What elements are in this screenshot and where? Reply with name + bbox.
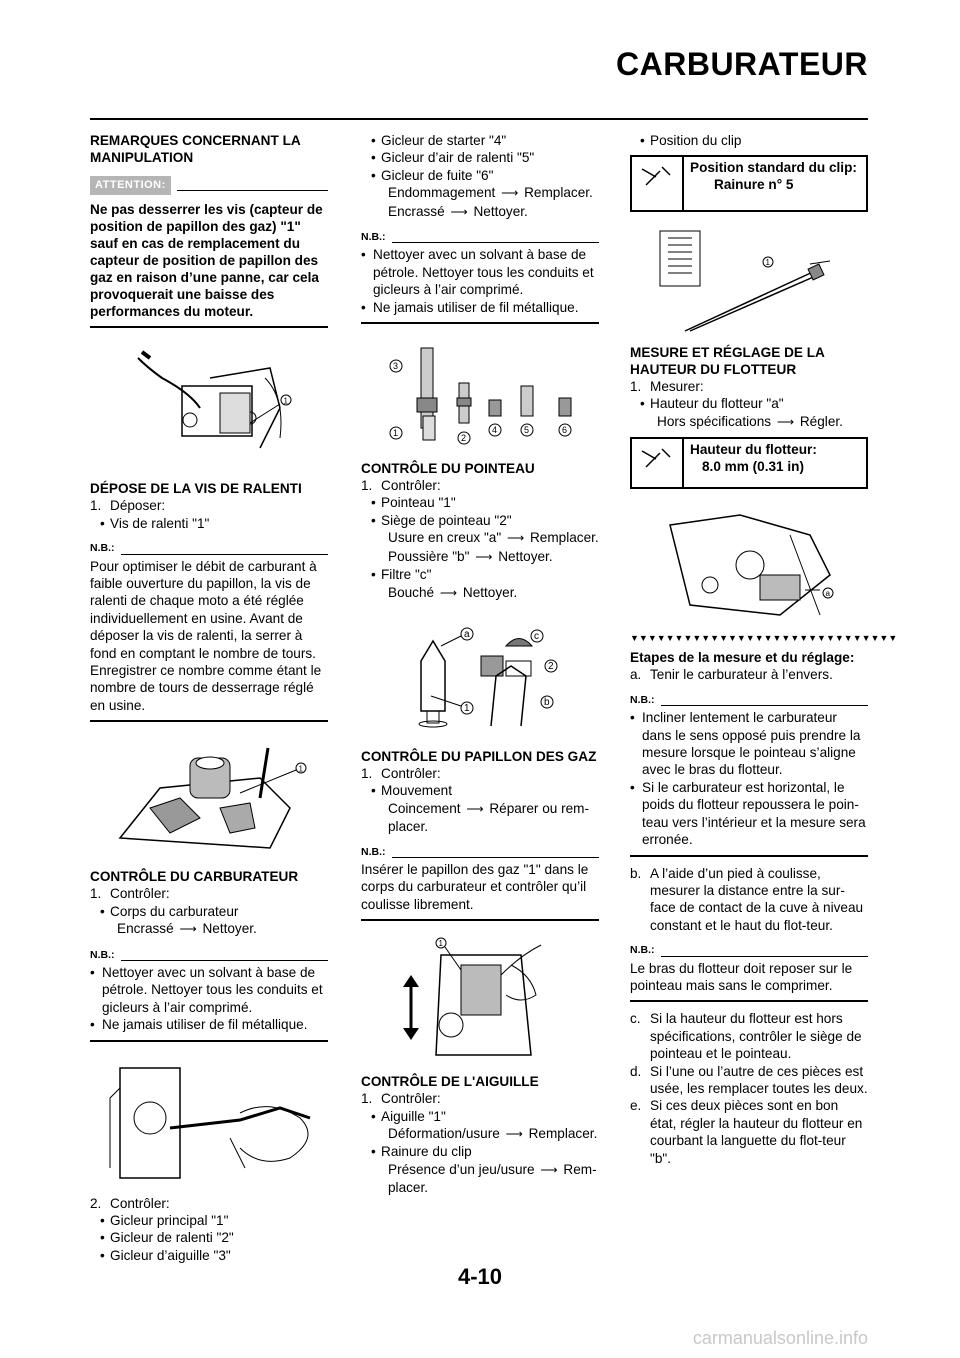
page-title: CARBURATEUR bbox=[616, 46, 868, 82]
figure-callout: 3 bbox=[393, 361, 399, 372]
divider bbox=[661, 705, 869, 706]
bullet-item: • Filtre "c" bbox=[361, 566, 599, 583]
figure-throttle-valve bbox=[361, 935, 599, 1065]
figure-callout: 1 bbox=[438, 939, 443, 949]
arrow-icon: ⟶ bbox=[466, 801, 484, 816]
condition-line bbox=[361, 529, 599, 547]
step-text: Tenir le carburateur à l’envers. bbox=[650, 667, 833, 683]
attention-header bbox=[90, 176, 328, 195]
step-number: 1. bbox=[361, 478, 373, 494]
condition: Bouché bbox=[388, 584, 435, 600]
step-number: 1. bbox=[361, 765, 373, 781]
step-text: Mesurer: bbox=[650, 378, 704, 394]
divider bbox=[90, 326, 328, 328]
steps-marker: ▼▼▼▼▼▼▼▼▼▼▼▼▼▼▼▼▼▼▼▼▼▼▼▼▼▼▼▼▼▼ bbox=[630, 633, 898, 644]
divider bbox=[177, 190, 328, 191]
nb-header bbox=[90, 947, 328, 964]
figure-idle-screw bbox=[90, 738, 328, 858]
bullet-item: • Nettoyer avec un solvant à base de pétrole. Nettoyer tous les conduits et gicleurs à l’air comprimé. bbox=[361, 246, 599, 298]
action: Nettoyer. bbox=[202, 921, 257, 937]
spec-box bbox=[630, 437, 868, 489]
figure-callout: 1 bbox=[464, 702, 470, 714]
watermark: carmanualsonline.info bbox=[692, 1328, 868, 1348]
bullet-item: • Gicleur principal "1" bbox=[90, 1212, 328, 1229]
attention-text: Ne pas desserrer les vis (capteur de position de papillon des gaz) "1" sauf en cas de remplacement du capteur de position de papillon des gaz en raison d’une panne, car cela provoquerait une baisse des performances du moteur. bbox=[90, 202, 323, 320]
title-rule bbox=[90, 118, 868, 120]
step-item bbox=[630, 1097, 868, 1167]
divider bbox=[392, 242, 600, 243]
step-item bbox=[630, 666, 868, 683]
arrow-icon: ⟶ bbox=[179, 922, 197, 937]
step-text: Contrôler: bbox=[110, 1195, 170, 1211]
figure-jets bbox=[361, 338, 599, 448]
caliper-icon bbox=[632, 439, 684, 487]
step-item bbox=[630, 1063, 868, 1098]
bullet-item: • Ne jamais utiliser de fil métallique. bbox=[361, 299, 599, 316]
divider bbox=[121, 960, 329, 961]
column-1 bbox=[90, 132, 328, 1264]
step-item bbox=[630, 865, 868, 935]
step-number: c. bbox=[630, 1011, 641, 1027]
figure-callout: 2 bbox=[461, 433, 467, 444]
divider bbox=[361, 919, 599, 921]
column-2 bbox=[361, 132, 599, 1197]
column-3 bbox=[630, 132, 898, 1167]
action: Régler. bbox=[799, 413, 843, 429]
bullet-item: • Corps du carburateur bbox=[90, 903, 328, 920]
nb-label: N.B.: bbox=[361, 845, 386, 858]
nb-text: Pour optimiser le débit de carburant à faible ouverture du papillon, la vis de ralenti de chaque moto a été réglée individuellement en usine. Avant de déposer la vis de ralenti, la serrer à fond en comptant le nombre de tours. Enregistrer ce nombre comme étant le nombre de tours de desserrage réglé en usine. bbox=[90, 558, 322, 713]
bullet-item: • Nettoyer avec un solvant à base de pétrole. Nettoyer tous les conduits et gicleurs à l’air comprimé. bbox=[90, 964, 328, 1016]
condition-line bbox=[361, 800, 599, 836]
section-heading: MESURE ET RÉGLAGE DE LA HAUTEUR DU FLOTTEUR bbox=[630, 344, 825, 377]
nb-label: N.B.: bbox=[90, 948, 115, 961]
nb-header bbox=[90, 540, 328, 557]
figure-callout: b bbox=[544, 696, 550, 708]
condition-line bbox=[90, 920, 328, 938]
action: Nettoyer. bbox=[462, 584, 518, 600]
figure-callout: a bbox=[464, 628, 470, 640]
arrow-icon: ⟶ bbox=[475, 549, 493, 564]
step-number: 1. bbox=[361, 1091, 373, 1107]
nb-text: Le bras du flotteur doit reposer sur le pointeau mais sans le comprimer. bbox=[630, 960, 853, 993]
figure-callout: 1 bbox=[298, 764, 303, 774]
condition-line bbox=[361, 1161, 599, 1197]
step-number: d. bbox=[630, 1063, 642, 1079]
section-heading: CONTRÔLE DU POINTEAU bbox=[361, 461, 535, 477]
divider bbox=[392, 857, 600, 858]
step-item bbox=[361, 1090, 599, 1107]
figure-callout: c bbox=[534, 630, 539, 642]
figure-throttle-sensor bbox=[90, 338, 328, 468]
step-number: 2. bbox=[90, 1195, 102, 1211]
bullet-item: • Gicleur de starter "4" bbox=[361, 132, 599, 149]
spec-box bbox=[630, 155, 868, 211]
divider bbox=[121, 554, 329, 555]
arrow-icon: ⟶ bbox=[501, 186, 519, 201]
condition-line bbox=[630, 413, 868, 431]
action: Nettoyer. bbox=[498, 548, 553, 564]
attention-badge: ATTENTION: bbox=[90, 176, 171, 195]
divider bbox=[361, 322, 599, 324]
caliper-icon bbox=[632, 157, 684, 209]
bullet-item: • Vis de ralenti "1" bbox=[90, 515, 328, 532]
figure-float-height bbox=[630, 505, 868, 625]
divider bbox=[661, 956, 869, 957]
step-number: e. bbox=[630, 1098, 642, 1114]
spec-value: 8.0 mm (0.31 in) bbox=[702, 459, 804, 475]
step-text: Si ces deux pièces sont en bon état, régler la hauteur du flotteur en courbant la languette du flot-teur "b". bbox=[650, 1098, 863, 1166]
step-text: Contrôler: bbox=[381, 478, 441, 494]
spec-text bbox=[684, 439, 866, 487]
step-text: Contrôler: bbox=[381, 765, 441, 781]
bullet-item: • Gicleur d’aiguille "3" bbox=[90, 1247, 328, 1264]
action: Remplacer. bbox=[529, 530, 599, 546]
condition: Poussière "b" bbox=[388, 548, 470, 564]
figure-callout: 2 bbox=[548, 660, 554, 672]
spec-label: Hauteur du flotteur: bbox=[690, 442, 817, 458]
nb-label: N.B.: bbox=[361, 231, 386, 244]
section-heading: CONTRÔLE DU CARBURATEUR bbox=[90, 869, 299, 885]
section-heading: REMARQUES CONCERNANT LA MANIPULATION bbox=[90, 133, 301, 165]
bullet-item: • Si le carburateur est horizontal, le poids du flotteur repoussera le poin-teau vers l’intérieur et la mesure sera erronée. bbox=[630, 779, 868, 849]
page-number: 4-10 bbox=[457, 1264, 503, 1289]
figure-callout: 1 bbox=[765, 257, 770, 267]
step-number: a. bbox=[630, 667, 642, 683]
condition-line bbox=[361, 548, 599, 566]
action: Remplacer. bbox=[528, 1125, 598, 1141]
step-text: Contrôler: bbox=[381, 1091, 441, 1107]
spec-text bbox=[684, 157, 866, 209]
arrow-icon: ⟶ bbox=[439, 585, 458, 600]
condition: Hors spécifications bbox=[657, 413, 772, 429]
bullet-item: • Ne jamais utiliser de fil métallique. bbox=[90, 1016, 328, 1033]
figure-callout: 4 bbox=[492, 425, 498, 436]
figure-needle-valve bbox=[361, 616, 599, 736]
bullet-item: • Incliner lentement le carburateur dans le sens opposé puis prendre la mesure lorsque le pointeau s’aligne avec le bras du flotteur. bbox=[630, 709, 868, 779]
section-heading: CONTRÔLE DU PAPILLON DES GAZ bbox=[361, 748, 597, 764]
bullet-item: • Rainure du clip bbox=[361, 1143, 599, 1160]
step-item bbox=[90, 885, 328, 902]
step-text: Si la hauteur du flotteur est hors spécifications, contrôler le siège de pointeau et le pointeau. bbox=[650, 1011, 862, 1062]
step-text: A l’aide d’un pied à coulisse, mesurer la distance entre la sur-face de contact de la cuve à niveau constant et le haut du flot-teur. bbox=[650, 865, 864, 933]
condition-line bbox=[361, 584, 599, 602]
step-number: b. bbox=[630, 865, 642, 881]
nb-header bbox=[630, 692, 868, 709]
arrow-icon: ⟶ bbox=[505, 1126, 523, 1141]
step-text: Contrôler: bbox=[110, 886, 170, 902]
nb-text: Insérer le papillon des gaz "1" dans le corps du carburateur et contrôler qu’il coulisse librement. bbox=[361, 861, 589, 912]
condition: Déformation/usure bbox=[388, 1125, 500, 1141]
step-number: 1. bbox=[90, 498, 102, 514]
condition: Endommagement bbox=[388, 185, 496, 201]
spec-label: Position standard du clip: bbox=[690, 160, 857, 176]
step-item bbox=[630, 1010, 868, 1062]
nb-header bbox=[361, 844, 599, 861]
condition-line bbox=[361, 203, 599, 221]
action: Réparer ou rem-placer. bbox=[388, 800, 590, 835]
bullet-item: • Aiguille "1" bbox=[361, 1108, 599, 1125]
bullet-item: • Gicleur de ralenti "2" bbox=[90, 1229, 328, 1246]
figure-needle-clip bbox=[630, 226, 868, 336]
figure-callout: a bbox=[825, 589, 830, 599]
condition-line bbox=[361, 184, 599, 202]
bullet-item: • Pointeau "1" bbox=[361, 494, 599, 511]
bullet-item: • Hauteur du flotteur "a" bbox=[630, 395, 868, 412]
arrow-icon: ⟶ bbox=[776, 414, 795, 429]
condition: Encrassé bbox=[117, 921, 174, 937]
step-item bbox=[90, 1195, 328, 1212]
step-item bbox=[630, 378, 868, 395]
nb-label: N.B.: bbox=[630, 693, 655, 706]
spec-value: Rainure n° 5 bbox=[714, 177, 794, 193]
step-item bbox=[90, 497, 328, 514]
step-text: Si l’une ou l’autre de ces pièces est usée, les remplacer toutes les deux. bbox=[650, 1063, 868, 1096]
section-heading: CONTRÔLE DE L'AIGUILLE bbox=[361, 1074, 539, 1090]
condition: Coincement bbox=[388, 800, 461, 816]
figure-callout: 1 bbox=[283, 396, 288, 406]
step-item bbox=[361, 477, 599, 494]
nb-label: N.B.: bbox=[90, 542, 115, 555]
arrow-icon: ⟶ bbox=[540, 1162, 558, 1177]
nb-header bbox=[630, 942, 868, 959]
section-heading: DÉPOSE DE LA VIS DE RALENTI bbox=[90, 481, 302, 497]
step-number: 1. bbox=[90, 886, 102, 902]
nb-header bbox=[361, 229, 599, 246]
arrow-icon: ⟶ bbox=[450, 204, 468, 219]
condition-line bbox=[361, 1125, 599, 1143]
condition: Présence d’un jeu/usure bbox=[388, 1161, 535, 1177]
figure-callout: 1 bbox=[393, 428, 399, 439]
section-heading: Etapes de la mesure et du réglage: bbox=[630, 650, 855, 666]
figure-carburetor-cleaning bbox=[90, 1058, 328, 1183]
divider bbox=[90, 1040, 328, 1042]
bullet-item: • Position du clip bbox=[630, 132, 868, 149]
action: Remplacer. bbox=[524, 185, 593, 201]
figure-callout: 6 bbox=[562, 425, 568, 436]
divider bbox=[90, 720, 328, 722]
step-item bbox=[361, 765, 599, 782]
bullet-item: • Mouvement bbox=[361, 782, 599, 799]
condition: Usure en creux "a" bbox=[388, 530, 502, 546]
divider bbox=[630, 1000, 868, 1002]
figure-callout: 5 bbox=[524, 425, 530, 436]
step-text: Déposer: bbox=[110, 498, 166, 514]
arrow-icon: ⟶ bbox=[506, 531, 525, 546]
nb-label: N.B.: bbox=[630, 944, 655, 957]
step-number: 1. bbox=[630, 378, 642, 394]
bullet-item: • Siège de pointeau "2" bbox=[361, 512, 599, 529]
condition: Encrassé bbox=[388, 203, 445, 219]
bullet-item: • Gicleur de fuite "6" bbox=[361, 167, 599, 184]
divider bbox=[630, 855, 868, 857]
action: Rem-placer. bbox=[388, 1161, 597, 1196]
bullet-item: • Gicleur d’air de ralenti "5" bbox=[361, 149, 599, 166]
action: Nettoyer. bbox=[473, 203, 528, 219]
